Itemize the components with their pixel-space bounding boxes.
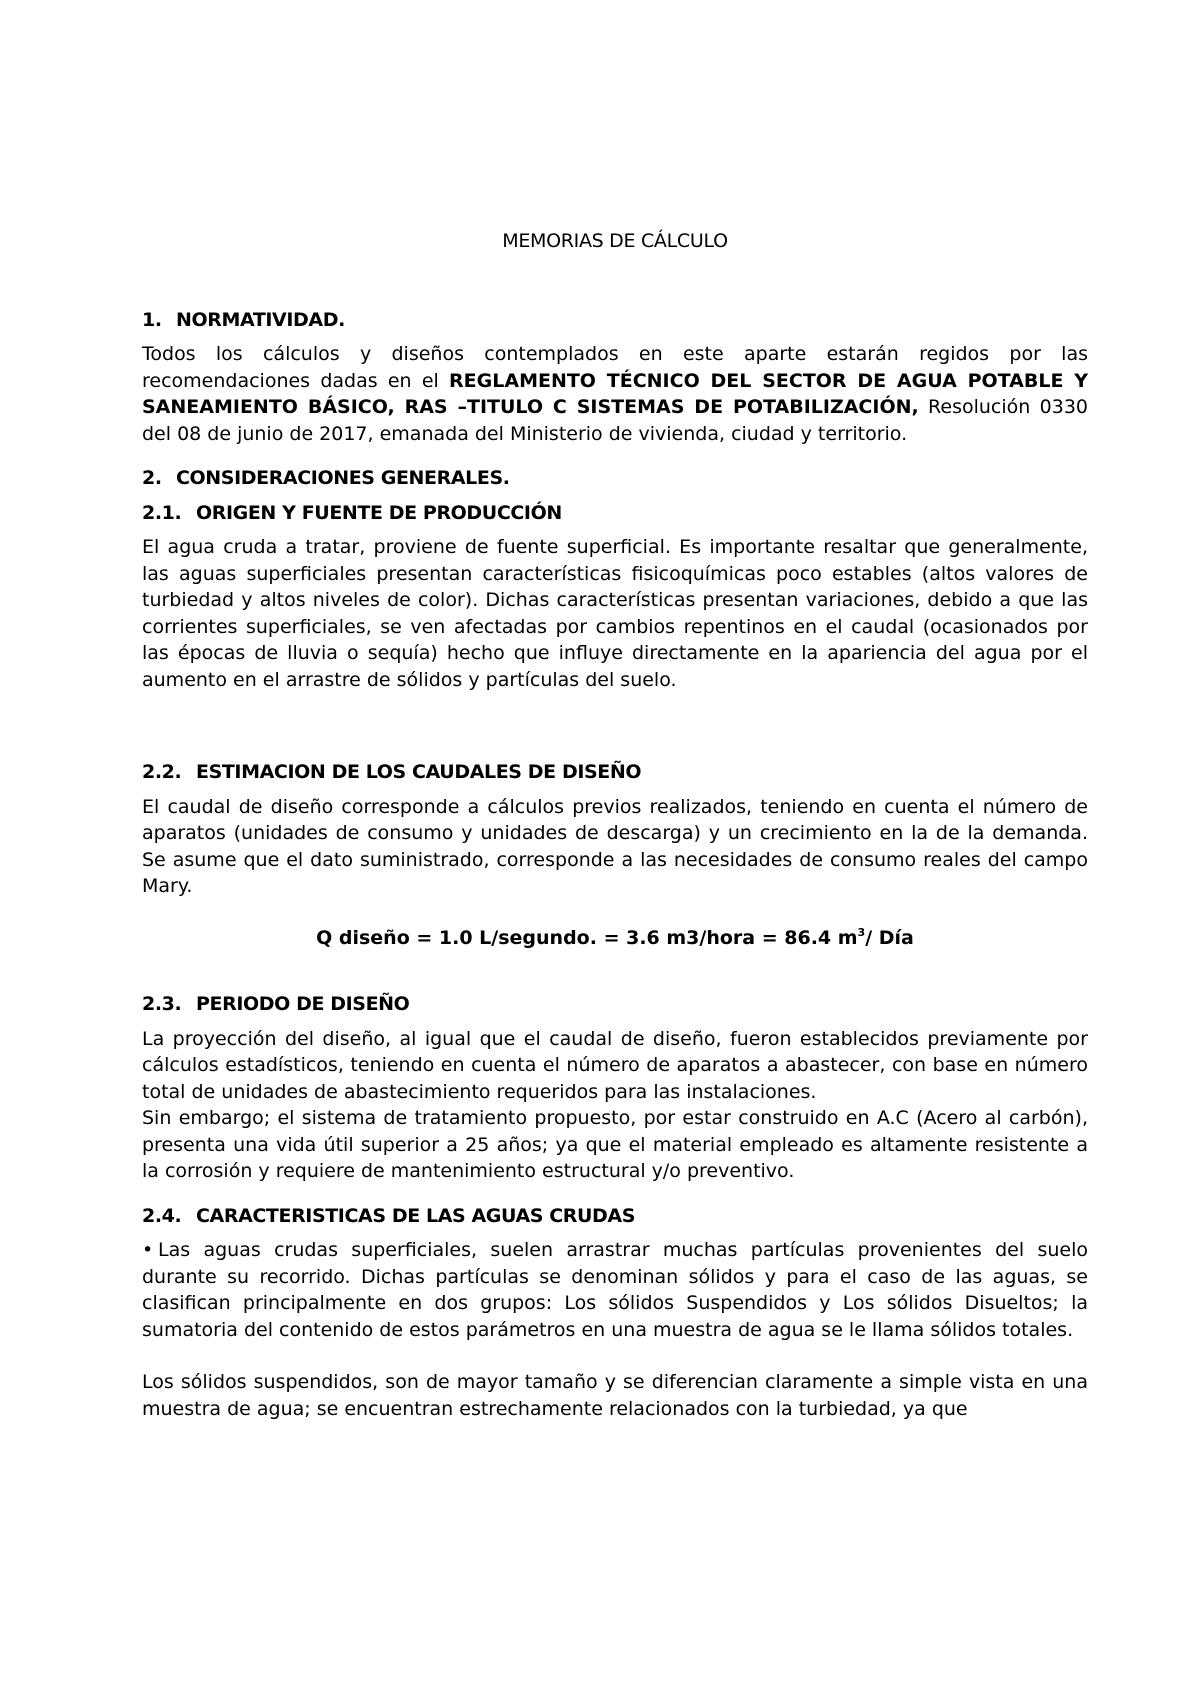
section-2-1-title: ORIGEN Y FUENTE DE PRODUCCIÓN bbox=[196, 501, 562, 524]
section-2-2-title: ESTIMACION DE LOS CAUDALES DE DISEÑO bbox=[196, 761, 642, 783]
section-2-4-paragraph-2: Los sólidos suspendidos, son de mayor tamaño y se diferencian claramente a simple vista en una muestra de agua; se encuentran estrechamente relacionados con la turbiedad, ya que bbox=[142, 1371, 1088, 1420]
section-2-1-heading bbox=[142, 500, 1088, 527]
section-2-2-paragraph: El caudal de diseño corresponde a cálculos previos realizados, teniendo en cuenta el número de aparatos (unidades de consumo y unidades de descarga) y un crecimiento en la de la demanda. Se asume que el dato suministrado, corresponde a las necesidades de consumo reales del campo Mary. bbox=[142, 795, 1088, 897]
section-2-3-heading bbox=[142, 991, 1088, 1018]
document-title: MEMORIAS DE CÁLCULO bbox=[502, 230, 728, 252]
section-2-3-paragraph-2: Sin embargo; el sistema de tratamiento propuesto, por estar construido en A.C (Acero al carbón), presenta una vida útil superior a 25 años; ya que el material empleado es altamente resistente a la corrosión y requiere de mantenimiento estructural y/o preventivo. bbox=[142, 1107, 1088, 1182]
section-1-number: 1. bbox=[142, 308, 162, 331]
section-2-heading bbox=[142, 465, 1088, 492]
section-1-heading bbox=[142, 307, 1088, 334]
section-1-text-a: Todos los cálculos y diseños contemplados en este aparte estarán regidos por las recomendaciones dadas en el bbox=[142, 343, 1088, 392]
section-2-3-paragraph-1: La proyección del diseño, al igual que el caudal de diseño, fueron establecidos previamente por cálculos estadísticos, teniendo en cuenta el número de aparatos a abastecer, con base en número total de unidades de abastecimiento requeridos para las instalaciones. bbox=[142, 1027, 1088, 1103]
section-2-number: 2. bbox=[142, 467, 162, 489]
section-2-3-number: 2.3. bbox=[142, 993, 182, 1015]
design-flow-formula bbox=[142, 920, 1088, 952]
section-2-2-heading bbox=[142, 759, 1088, 786]
section-2-4-bullet-paragraph bbox=[142, 1237, 1088, 1343]
section-1-title: NORMATIVIDAD. bbox=[176, 308, 345, 331]
section-2-4-bullet-text: Las aguas crudas superficiales, suelen arrastrar muchas partículas provenientes del suelo durante su recorrido. Dichas partículas se denominan sólidos y para el caso de las aguas, se clasifican principalmente en dos grupos: Los sólidos Suspendidos y Los sólidos Disueltos; la sumatoria del contenido de estos parámetros en una muestra de agua se le llama sólidos totales. bbox=[142, 1239, 1088, 1341]
formula-unit: / Día bbox=[865, 926, 914, 949]
section-2-4-title: CARACTERISTICAS DE LAS AGUAS CRUDAS bbox=[196, 1204, 636, 1227]
bullet-icon: • bbox=[142, 1239, 154, 1261]
section-2-4-heading bbox=[142, 1203, 1088, 1230]
section-2-1-number: 2.1. bbox=[142, 501, 182, 524]
section-2-title: CONSIDERACIONES GENERALES. bbox=[176, 467, 510, 489]
section-1-regulation: REGLAMENTO TÉCNICO DEL SECTOR DE AGUA POTABLE Y SANEAMIENTO BÁSICO, RAS –TITULO C SISTEMAS DE POTABILIZACIÓN, bbox=[142, 369, 1088, 418]
formula-superscript: 3 bbox=[857, 925, 866, 939]
section-2-2-number: 2.2. bbox=[142, 761, 182, 783]
formula-main: Q diseño = 1.0 L/segundo. = 3.6 m3/hora = 86.4 m bbox=[316, 926, 858, 949]
section-2-4-number: 2.4. bbox=[142, 1204, 182, 1227]
section-2-1-paragraph: El agua cruda a tratar, proviene de fuente superficial. Es importante resaltar que generalmente, las aguas superficiales presentan características fisicoquímicas poco estables (altos valores de turbiedad y altos niveles de color). Dichas características presentan variaciones, debido a que las corrientes superficiales, se ven afectadas por cambios repentinos en el caudal (ocasionados por las épocas de lluvia o sequía) hecho que influye directamente en la apariencia del agua por el aumento en el arrastre de sólidos y partículas del suelo. bbox=[142, 536, 1088, 691]
section-1-paragraph bbox=[142, 341, 1088, 447]
section-1-text-b: Resolución 0330 del 08 de junio de 2017, emanada del Ministerio de vivienda, ciudad y territorio. bbox=[142, 396, 1088, 445]
section-2-3-title: PERIODO DE DISEÑO bbox=[196, 993, 410, 1015]
